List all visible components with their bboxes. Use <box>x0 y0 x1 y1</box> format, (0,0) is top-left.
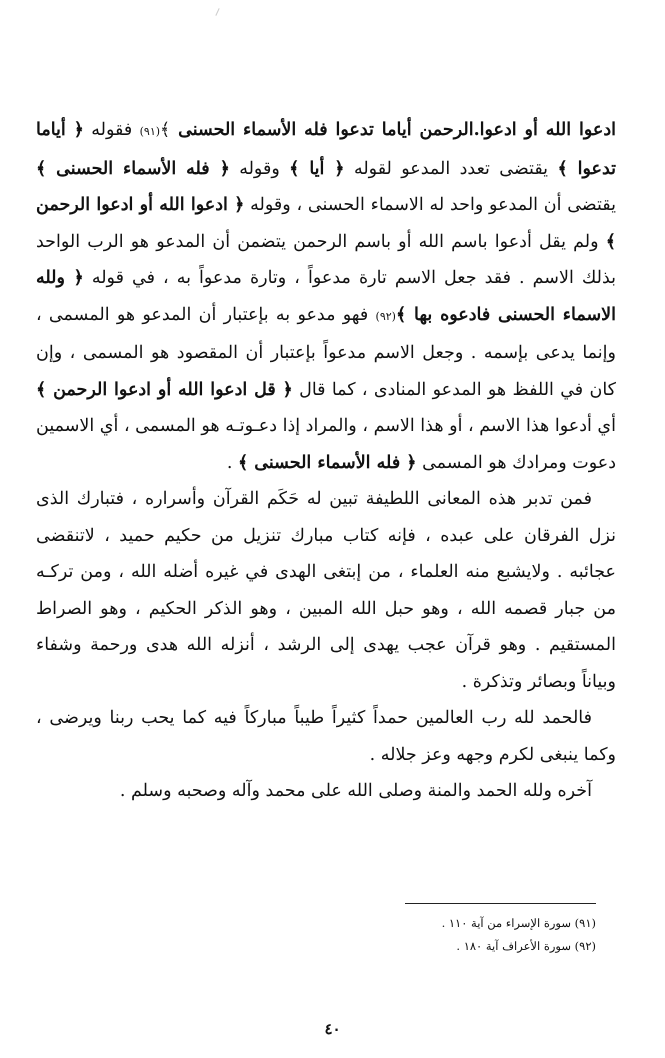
text-run: ولم يقل أدعوا باسم الله أو باسم الرحمن يتضمن أن المدعو هو الرب الواحد بذلك الاسم . فقد جعل الاسم تارة مدعواً ، وتارة مدعواً به ، في قوله <box>36 231 616 288</box>
verse-quote: ﴿ فله الأسماء الحسنى ﴾ <box>36 158 230 179</box>
text-run: أي أدعوا هذا الاسم ، أو هذا الاسم ، والمراد إذا دعـوتـه هو المسمى ، أي الاسمين دعوت ومرادك هو المسمى <box>36 416 616 473</box>
footnote-ref: (٩٢) <box>375 309 396 323</box>
scan-speck <box>215 8 219 16</box>
verse-quote: ﴿ أيا ﴾ <box>289 158 345 179</box>
paragraph-3: فالحمد لله رب العالمين حمداً كثيراً طيباً مباركاً فيه كما يحب ربنا ويرضى ، وكما ينبغى لكرم وجهه وعز جلاله . <box>36 708 616 765</box>
paragraph-2: فمن تدبر هذه المعانى اللطيفة تبين له حَكَم القرآن وأسراره ، فتبارك الذى نزل الفرقان على عبده ، فإنه كتاب مبارك تنزيل من حكيم حميد ، لاتنقضى عجائبه . ولايشبع منه العلماء ، من إبتغى الهدى في غيره أضله الله ، ومن تركـه من جبار قصمه الله ، وهو حبل الله المبين ، وهو الذكر الحكيم ، وهو الصراط المستقيم . وهو قرآن عجب يهدى إلى الرشد ، أنزله الله هدى ورحمة وشفاء وبياناً وبصائر وتذكرة . <box>36 489 616 692</box>
footnote-92: (٩٢) سورة الأعراف آية ١٨٠ . <box>456 939 596 953</box>
footnote-divider <box>405 903 596 904</box>
verse-quote: ادعوا الله أو ادعوا.الرحمن أياما تدعوا فله الأسماء الحسنى <box>170 120 616 140</box>
text-run: وقوله <box>229 158 290 179</box>
page-number: ٤٠ <box>324 1020 341 1038</box>
verse-quote: ﴿ ادعوا الله أو ادعوا الرحمن ﴾ <box>36 195 616 252</box>
footnotes <box>380 912 596 958</box>
verse-quote: ﴿ قل ادعوا الله أو ادعوا الرحمن ﴾ <box>36 379 293 400</box>
text-run: يقتضى تعدد المدعو لقوله <box>344 158 558 179</box>
verse-quote: ﴿ أياما تدعوا ﴾ <box>36 120 616 179</box>
verse-quote: ﴿ ولله الاسماء الحسنى فادعوه بها ﴾ <box>36 268 616 325</box>
verse-quote: ﴿ فله الأسماء الحسنى ﴾ <box>237 452 417 473</box>
verse-bracket: ﴾ <box>160 120 171 140</box>
text-run: . <box>226 452 238 473</box>
text-run: فقوله <box>83 120 140 140</box>
footnote-ref: (٩١) <box>139 125 161 138</box>
text-run: يقتضى أن المدعو واحد له الاسماء الحسنى ، وقوله <box>244 195 616 215</box>
paragraph-4: آخره ولله الحمد والمنة وصلى الله على محمد وآله وصحبه وسلم . <box>119 781 592 801</box>
footnote-91: (٩١) سورة الإسراء من آية ١١٠ . <box>441 916 596 930</box>
text-run: فهو مدعو به بإعتبار أن المدعو هو المسمى ، وإنما يدعى بإسمه . وجعل الاسم مدعواً بإعتبار أن المقصود هو المسمى ، وإن كان في اللفظ هو المدعو المنادى ، كما قال <box>36 304 616 400</box>
paragraph-1 <box>36 112 616 481</box>
main-text <box>36 112 616 810</box>
